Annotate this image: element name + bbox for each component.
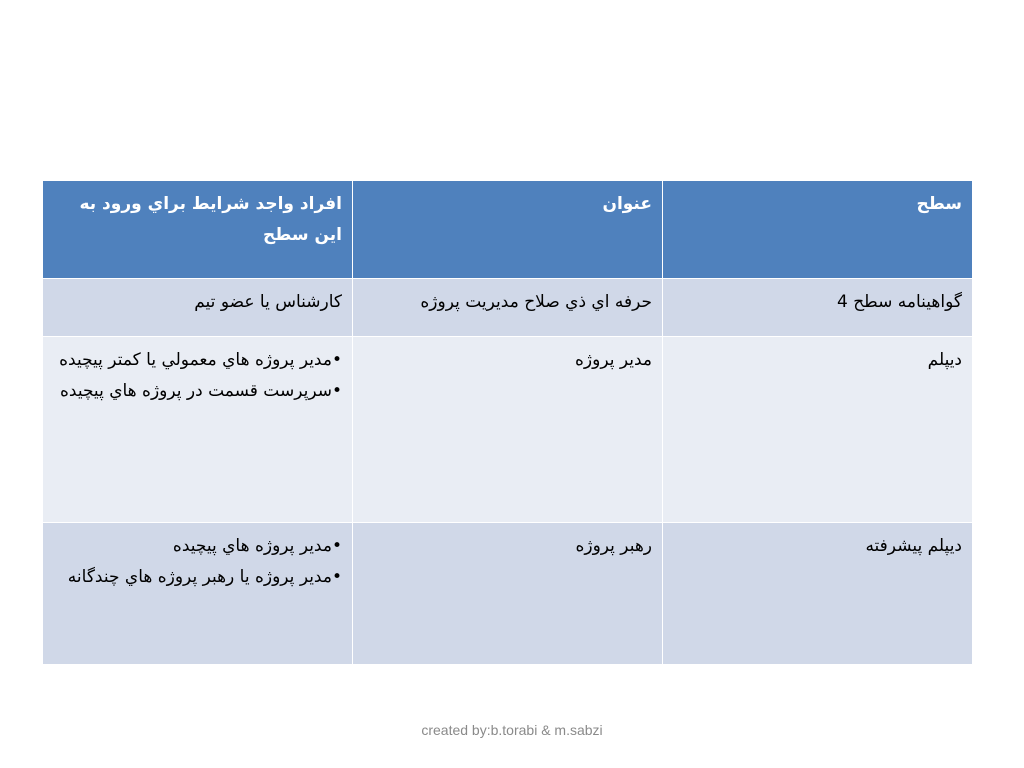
cell-level: ديپلم پيشرفته <box>663 523 973 665</box>
cell-level: گواهينامه سطح 4 <box>663 279 973 337</box>
eligible-list-item: • سرپرست قسمت در پروژه هاي پيچيده <box>53 376 342 407</box>
cell-title: حرفه اي ذي صلاح مديريت پروژه <box>353 279 663 337</box>
eligible-list <box>53 531 342 593</box>
header-level: سطح <box>663 181 973 279</box>
levels-table <box>42 180 973 665</box>
cell-eligible <box>43 523 353 665</box>
cell-eligible: كارشناس يا عضو تيم <box>43 279 353 337</box>
table-row <box>43 523 973 665</box>
cell-level: ديپلم <box>663 337 973 523</box>
table-header-row <box>43 181 973 279</box>
header-eligible: افراد واجد شرايط براي ورود به اين سطح <box>43 181 353 279</box>
eligible-list-item: • مدير پروژه يا رهبر پروژه هاي چندگانه <box>53 562 342 593</box>
header-title: عنوان <box>353 181 663 279</box>
table-row <box>43 337 973 523</box>
eligible-list-item: • مدير پروژه هاي معمولي يا كمتر پيچيده <box>53 345 342 376</box>
footer-credit: created by:b.torabi & m.sabzi <box>421 722 603 738</box>
cell-title: رهبر پروژه <box>353 523 663 665</box>
cell-title: مدير پروژه <box>353 337 663 523</box>
eligible-list-item: • مدير پروژه هاي پيچيده <box>53 531 342 562</box>
cell-eligible <box>43 337 353 523</box>
eligible-list <box>53 345 342 407</box>
table-row <box>43 279 973 337</box>
